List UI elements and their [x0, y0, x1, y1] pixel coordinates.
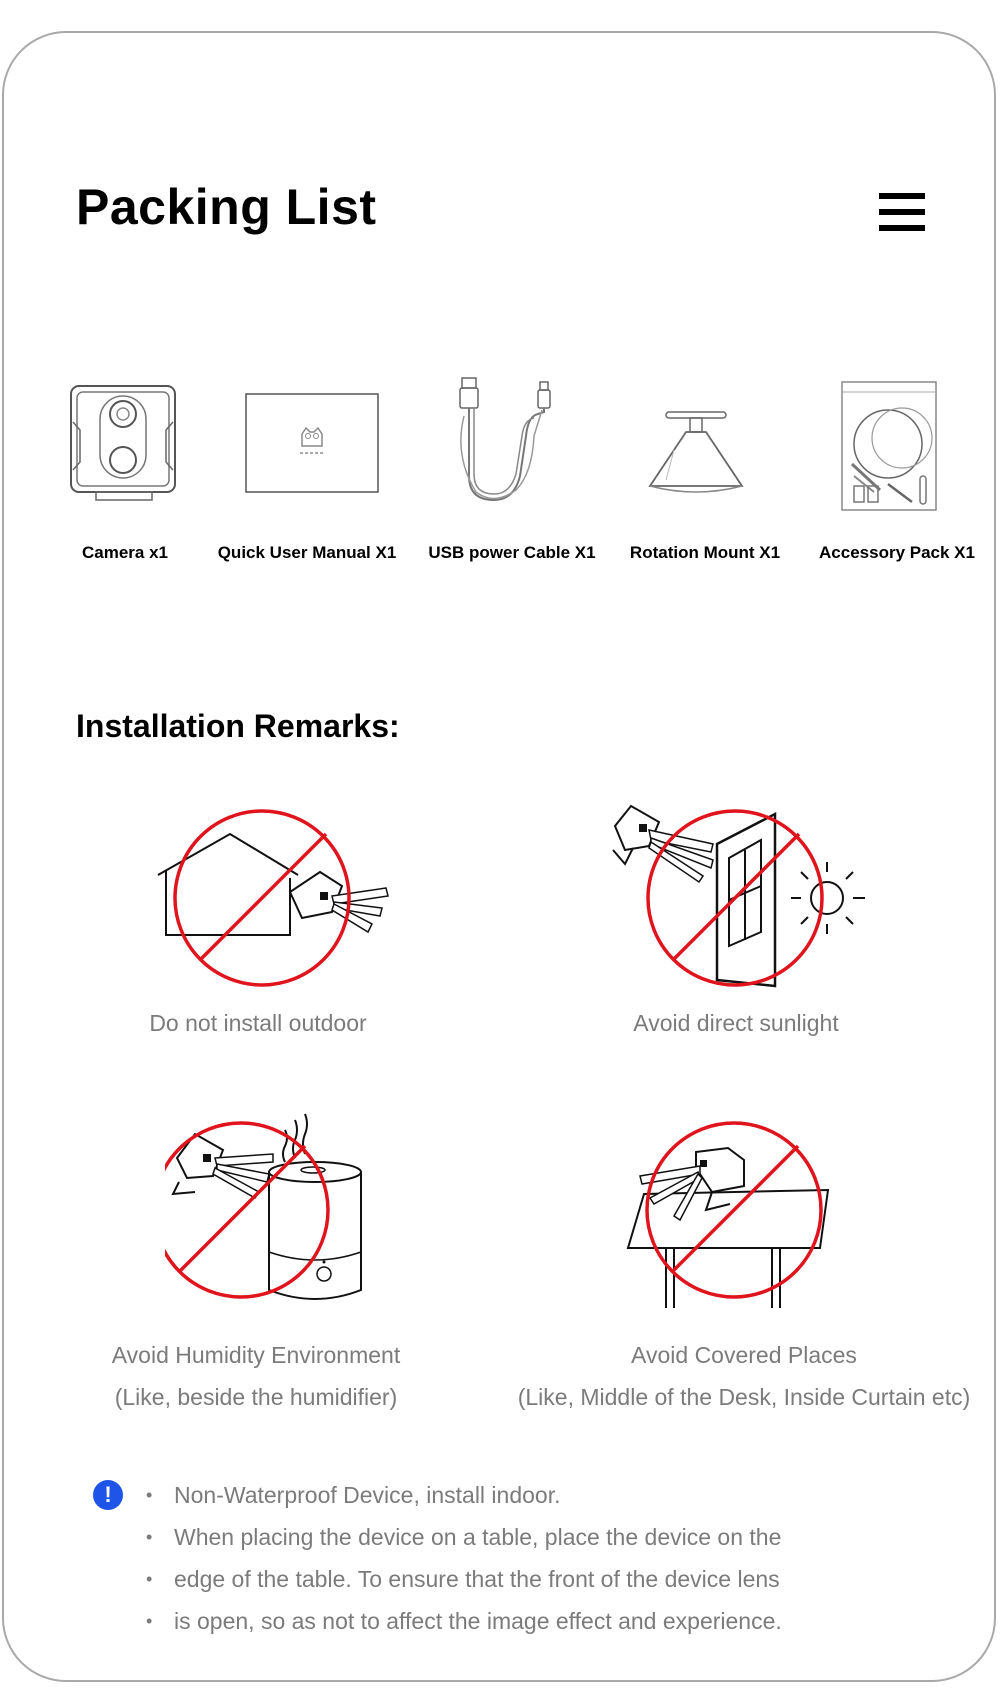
accessory-pack-icon [840, 380, 938, 512]
packing-item-label: Rotation Mount X1 [629, 543, 781, 562]
page-title: Packing List [76, 179, 377, 235]
packing-item-label: Camera x1 [81, 543, 169, 562]
list-item: • is open, so as not to affect the image effect and experience. [146, 1608, 782, 1634]
no-outdoor-icon [150, 800, 400, 1000]
no-covered-icon [620, 1112, 840, 1312]
list-item: • When placing the device on a table, place the device on the [146, 1524, 782, 1550]
info-icon: ! [93, 1480, 123, 1510]
installation-title: Installation Remarks: [76, 708, 400, 744]
packing-item-label: Quick User Manual X1 [217, 543, 397, 562]
camera-icon [68, 382, 178, 502]
remark-caption: Avoid Covered Places (Like, Middle of the Desk, Inside Curtain etc) [517, 1342, 971, 1410]
packing-item-label: Accessory Pack X1 [819, 543, 975, 562]
notes-list [146, 1474, 782, 1642]
usb-cable-icon [454, 376, 554, 506]
list-item: • Non-Waterproof Device, install indoor. [146, 1482, 561, 1508]
remark-caption: Do not install outdoor [149, 1010, 367, 1036]
remark-caption: Avoid Humidity Environment (Like, beside the humidifier) [111, 1342, 401, 1410]
packing-item-label: USB power Cable X1 [428, 543, 596, 562]
no-sunlight-icon [605, 800, 885, 1000]
remark-caption: Avoid direct sunlight [633, 1010, 839, 1036]
list-item: • edge of the table. To ensure that the front of the device lens [146, 1566, 780, 1592]
hamburger-menu-icon[interactable] [879, 189, 925, 235]
mount-icon [646, 410, 746, 500]
no-humidity-icon [165, 1112, 385, 1312]
manual-icon [244, 392, 380, 494]
